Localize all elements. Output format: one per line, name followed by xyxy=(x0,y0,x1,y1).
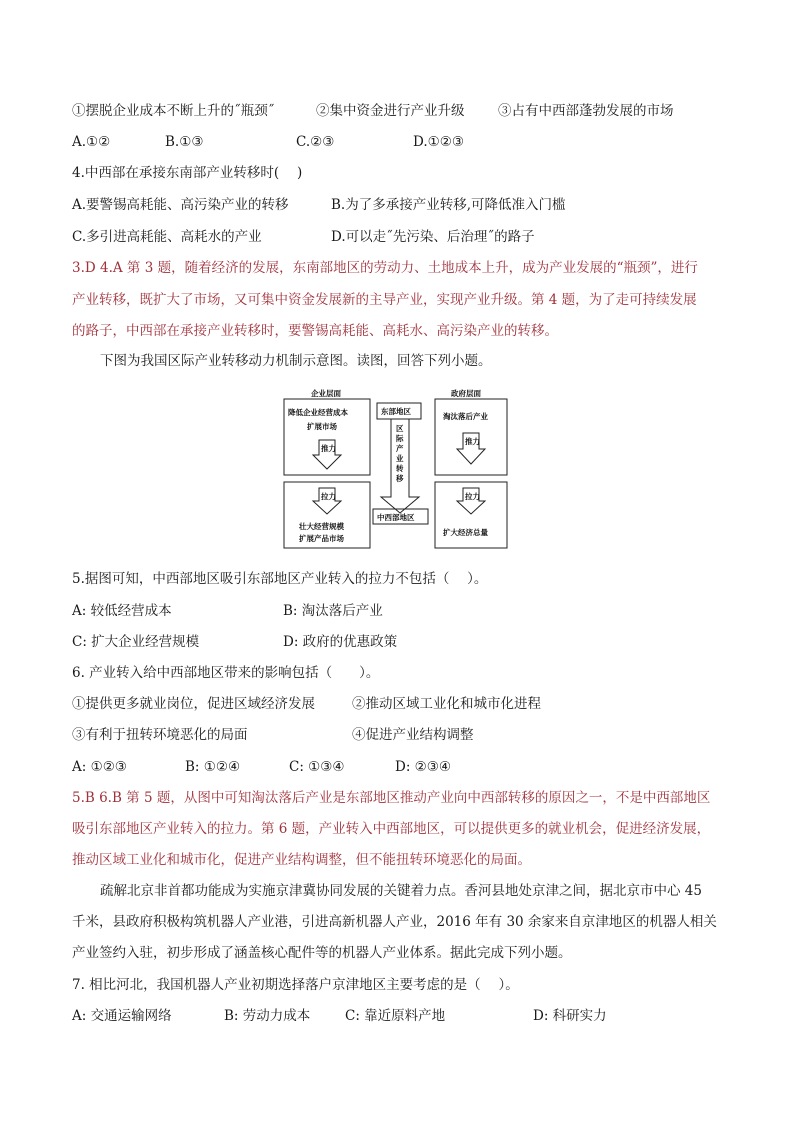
q3-choice-a: A.①② xyxy=(72,134,111,150)
q4-stem: 4.中西部在承接东南部产业转移时( ) xyxy=(72,165,303,181)
q4-choice-d: D.可以走˝先污染、后治理˝的路子 xyxy=(331,229,535,245)
passage-7-line-1: 疏解北京非首都功能成为实施京津冀协同发展的关键着力点。香河县地处京津之间，据北京市中心 45 xyxy=(100,883,702,899)
q6-option-2: ②推动区域工业化和城市化进程 xyxy=(352,696,541,712)
q3-choice-d: D.①②③ xyxy=(413,134,464,150)
answer-3-4-line-2: 产业转移，既扩大了市场，又可集中资金发展新的主导产业，实现产业升级。第 4 题，为了走可持续发展 xyxy=(72,292,697,308)
answer-5-6-line-1: 5.B 6.B 第 5 题，从图中可知淘汰落后产业是东部地区推动产业向中西部转移的原因之一，不是中西部地区 xyxy=(72,790,711,806)
q6-choice-c: C: ①③④ xyxy=(289,759,345,775)
answer-5-6-line-2: 吸引东部地区产业转入的拉力。第 6 题，产业转入中西部地区，可以提供更多的就业机会，促进经济发展， xyxy=(72,821,711,837)
enterprise-top-line1: 降低企业经营成本 xyxy=(288,408,348,417)
q3-choice-c: C.②③ xyxy=(296,134,335,150)
answer-3-4-line-1: 3.D 4.A 第 3 题，随着经济的发展，东南部地区的劳动力、土地成本上升，成为产业发展的“瓶颈”，进行 xyxy=(72,260,698,276)
answer-5-6-line-3: 推动区域工业化和城市化，促进产业结构调整，但不能扭转环境恶化的局面。 xyxy=(72,852,531,868)
svg-text:移: 移 xyxy=(396,474,404,483)
q6-choice-b: B: ①②④ xyxy=(185,759,241,775)
svg-text:业: 业 xyxy=(396,454,404,463)
east-region-label: 东部地区 xyxy=(381,407,411,416)
answer-3-4-line-3: 的路子，中西部在承接产业转移时，要警锡高耗能、高耗水、高污染产业的转移。 xyxy=(72,323,558,339)
q6-choice-d: D: ②③④ xyxy=(395,759,451,775)
enterprise-title: 企业层面 xyxy=(311,389,341,398)
transfer-label xyxy=(395,423,404,483)
passage-7-line-3: 产业签约入驻，初步形成了涵盖核心配件等的机器人产业体系。据此完成下列小题。 xyxy=(72,945,572,961)
q7-choice-a: A: 交通运输网络 xyxy=(72,1008,172,1024)
passage-7-line-2: 千米，县政府积极构筑机器人产业港，引进高新机器人产业，2016 年有 30 余家来自京津地区的机器人相关 xyxy=(72,914,717,930)
q7-stem: 7. 相比河北，我国机器人产业初期选择落户京津地区主要考虑的是（ ）。 xyxy=(72,977,519,993)
enterprise-bottom-line1: 壮大经营规模 xyxy=(299,522,344,531)
q3-choice-b: B.①③ xyxy=(165,134,204,150)
q6-option-1: ①提供更多就业岗位，促进区域经济发展 xyxy=(72,696,315,712)
q6-choice-a: A: ①②③ xyxy=(72,759,127,775)
q5-choice-c: C: 扩大企业经营规模 xyxy=(72,634,200,650)
q4-choice-c: C.多引进高耗能、高耗水的产业 xyxy=(72,229,262,245)
q3-option-3: ③占有中西部蓬勃发展的市场 xyxy=(498,103,674,119)
pull-label-2: 拉力 xyxy=(465,492,480,501)
midwest-region-label: 中西部地区 xyxy=(377,513,415,522)
q4-choice-b: B.为了多承接产业转移,可降低准入门槛 xyxy=(331,197,566,213)
svg-text:际: 际 xyxy=(396,434,404,443)
enterprise-top-line2: 扩展市场 xyxy=(307,422,337,431)
svg-text:产: 产 xyxy=(396,444,404,453)
q5-choice-a: A: 较低经营成本 xyxy=(72,603,172,619)
intro-5-6: 下图为我国区际产业转移动力机制示意图。读图，回答下列小题。 xyxy=(100,353,492,369)
q5-stem: 5.据图可知，中西部地区吸引东部地区产业转入的拉力不包括（ ）。 xyxy=(72,571,488,587)
enterprise-bottom-line2: 扩展产品市场 xyxy=(299,534,344,543)
svg-text:转: 转 xyxy=(396,464,404,473)
gov-top-label: 淘汰落后产业 xyxy=(443,412,488,421)
q5-choice-b: B: 淘汰落后产业 xyxy=(283,603,383,619)
svg-text:区: 区 xyxy=(396,424,404,433)
q7-choice-c: C: 靠近原料产地 xyxy=(345,1008,446,1024)
q6-option-3: ③有利于扭转环境恶化的局面 xyxy=(72,727,248,743)
pull-label-1: 拉力 xyxy=(321,492,336,501)
gov-bottom-label: 扩大经济总量 xyxy=(443,528,488,537)
q3-option-1: ①摆脱企业成本不断上升的˝瓶颈˝ xyxy=(72,103,275,119)
q6-option-4: ④促进产业结构调整 xyxy=(352,727,474,743)
push-label-1: 推力 xyxy=(321,444,336,453)
push-label-2: 推力 xyxy=(465,437,480,446)
q5-choice-d: D: 政府的优惠政策 xyxy=(283,634,398,650)
gov-title: 政府层面 xyxy=(451,389,481,398)
q7-choice-b: B: 劳动力成本 xyxy=(224,1008,311,1024)
q7-choice-d: D: 科研实力 xyxy=(533,1008,607,1024)
industry-transfer-diagram xyxy=(283,389,509,549)
q6-stem: 6. 产业转入给中西部地区带来的影响包括（ ）。 xyxy=(72,665,380,681)
q3-option-2: ②集中资金进行产业升级 xyxy=(316,103,465,119)
q4-choice-a: A.要警锡高耗能、高污染产业的转移 xyxy=(72,197,289,213)
